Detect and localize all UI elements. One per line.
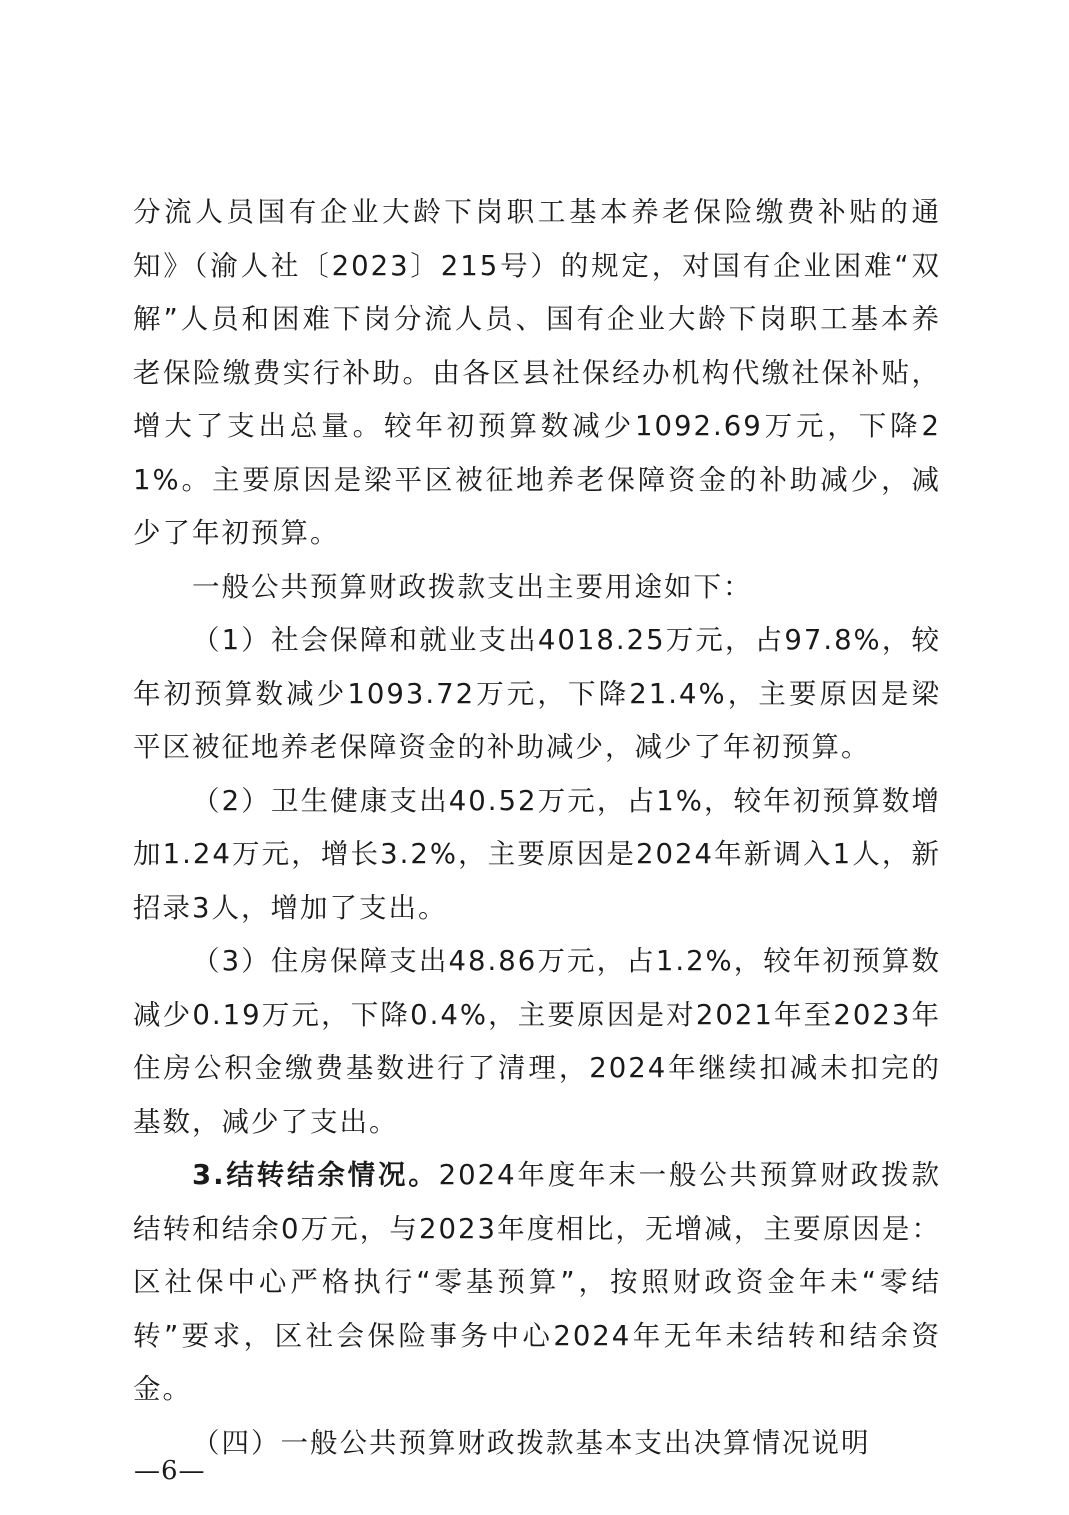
paragraph-uses-intro: 一般公共预算财政拨款支出主要用途如下： xyxy=(192,570,753,603)
paragraph-item-3: （3）住房保障支出48.86万元，占1.2%，较年初预算数减少0.19万元，下降0.4%，主要原因是对2021年至2023年住房公积金缴费基数进行了清理，2024年继续扣减未扣完的基数，减少了支出。 xyxy=(133,945,941,1138)
carryover-heading: 3.结转结余情况。 xyxy=(192,1159,439,1191)
section-heading-four: （四）一般公共预算财政拨款基本支出决算情况说明 xyxy=(192,1426,871,1459)
body-text xyxy=(133,186,941,1470)
page-number: —6— xyxy=(134,1456,206,1486)
paragraph-carryover xyxy=(133,1149,941,1417)
paragraph-item-1: （1）社会保障和就业支出4018.25万元，占97.8%，较年初预算数减少1093.72万元，下降21.4%，主要原因是梁平区被征地养老保障资金的补助减少，减少了年初预算。 xyxy=(133,624,941,763)
carryover-text: 2024年度年末一般公共预算财政拨款结转和结余0万元，与2023年度相比，无增减，主要原因是：区社保中心严格执行“零基预算”，按照财政资金年未“零结转”要求，区社会保险事务中心2024年无年未结转和结余资金。 xyxy=(133,1159,941,1405)
paragraph-continuation: 分流人员国有企业大龄下岗职工基本养老保险缴费补贴的通知》（渝人社〔2023〕215号）的规定，对国有企业困难“双解”人员和困难下岗分流人员、国有企业大龄下岗职工基本养老保险缴费实行补助。由各区县社保经办机构代缴社保补贴，增大了支出总量。较年初预算数减少1092.69万元，下降21%。主要原因是梁平区被征地养老保障资金的补助减少，减少了年初预算。 xyxy=(133,196,941,549)
paragraph-item-2: （2）卫生健康支出40.52万元，占1%，较年初预算数增加1.24万元，增长3.2%，主要原因是2024年新调入1人，新招录3人，增加了支出。 xyxy=(133,784,941,924)
